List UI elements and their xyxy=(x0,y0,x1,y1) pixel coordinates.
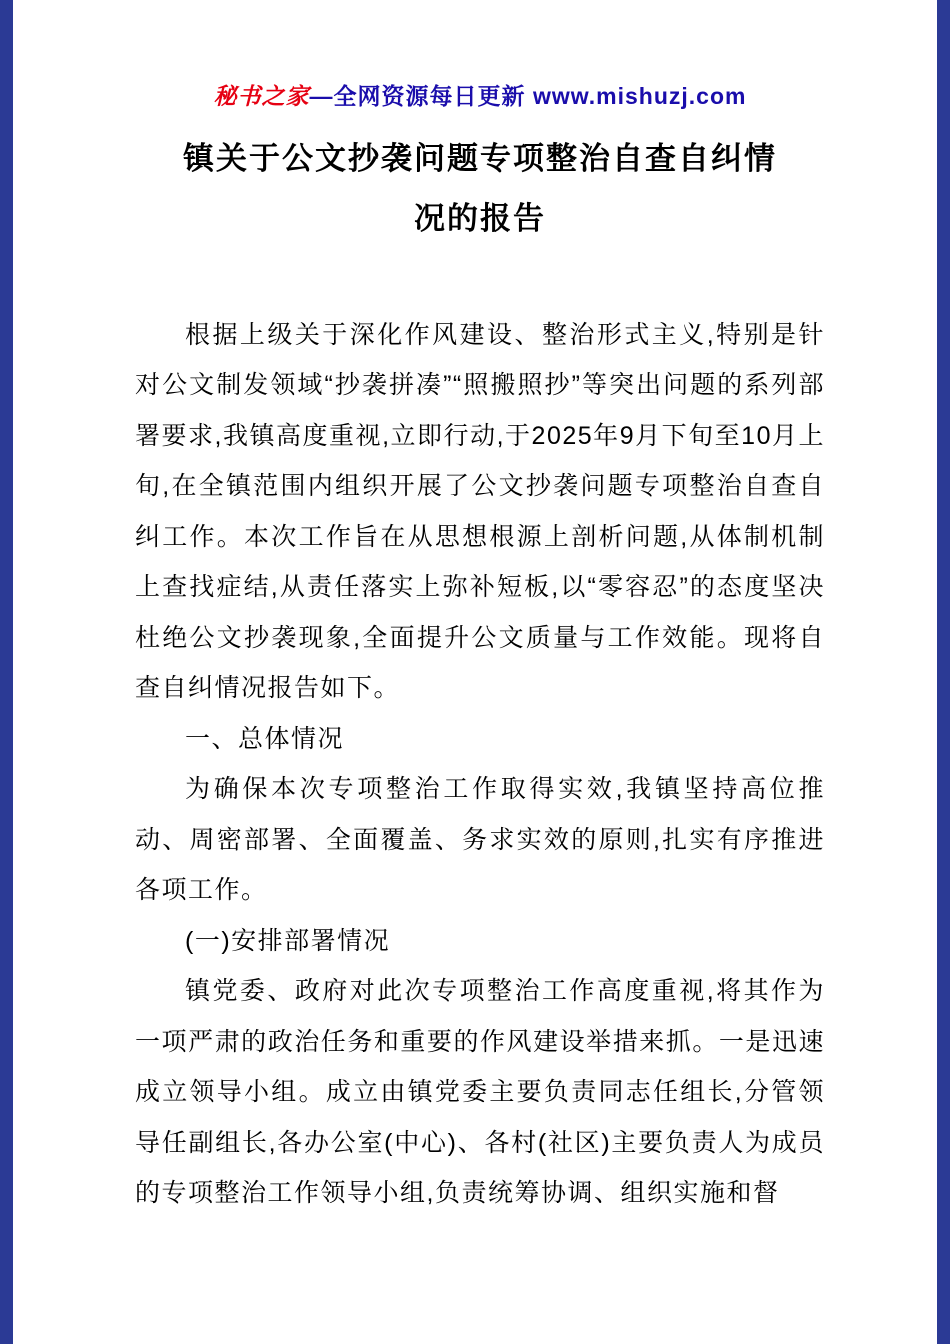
site-url-link[interactable]: www.mishuzj.com xyxy=(532,83,747,109)
paragraph-intro: 根据上级关于深化作风建设、整治形式主义,特别是针对公文制发领域“抄袭拼凑”“照搬照抄”等突出问题的系列部署要求,我镇高度重视,立即行动,于2025年9月下旬至10月上旬,在全镇范围内组织开展了公文抄袭问题专项整治自查自纠工作。本次工作旨在从思想根源上剖析问题,从体制机制上查找症结,从责任落实上弥补短板,以“零容忍”的态度坚决杜绝公文抄袭现象,全面提升公文质量与工作效能。现将自查自纠情况报告如下。 xyxy=(135,320,825,703)
section-heading-overall-situation: 一、总体情况 xyxy=(185,724,345,753)
paragraph-overall-situation: 为确保本次专项整治工作取得实效,我镇坚持高位推动、周密部署、全面覆盖、务求实效的原则,扎实有序推进各项工作。 xyxy=(135,775,825,905)
paragraph-deployment: 镇党委、政府对此次专项整治工作高度重视,将其作为一项严肃的政治任务和重要的作风建设举措来抓。一是迅速成立领导小组。成立由镇党委主要负责同志任组长,分管领导任副组长,各办公室(中心)、各村(社区)主要负责人为成员的专项整治工作领导小组,负责统筹协调、组织实施和督 xyxy=(135,977,825,1208)
site-tagline: —全网资源每日更新 xyxy=(309,83,533,109)
document-body xyxy=(135,310,825,1219)
site-header xyxy=(135,78,825,111)
site-brand: 秘书之家 xyxy=(213,83,310,109)
document-title: 镇关于公文抄袭问题专项整治自查自纠情况的报告 xyxy=(183,141,777,237)
subsection-heading-deployment: (一)安排部署情况 xyxy=(185,926,391,955)
